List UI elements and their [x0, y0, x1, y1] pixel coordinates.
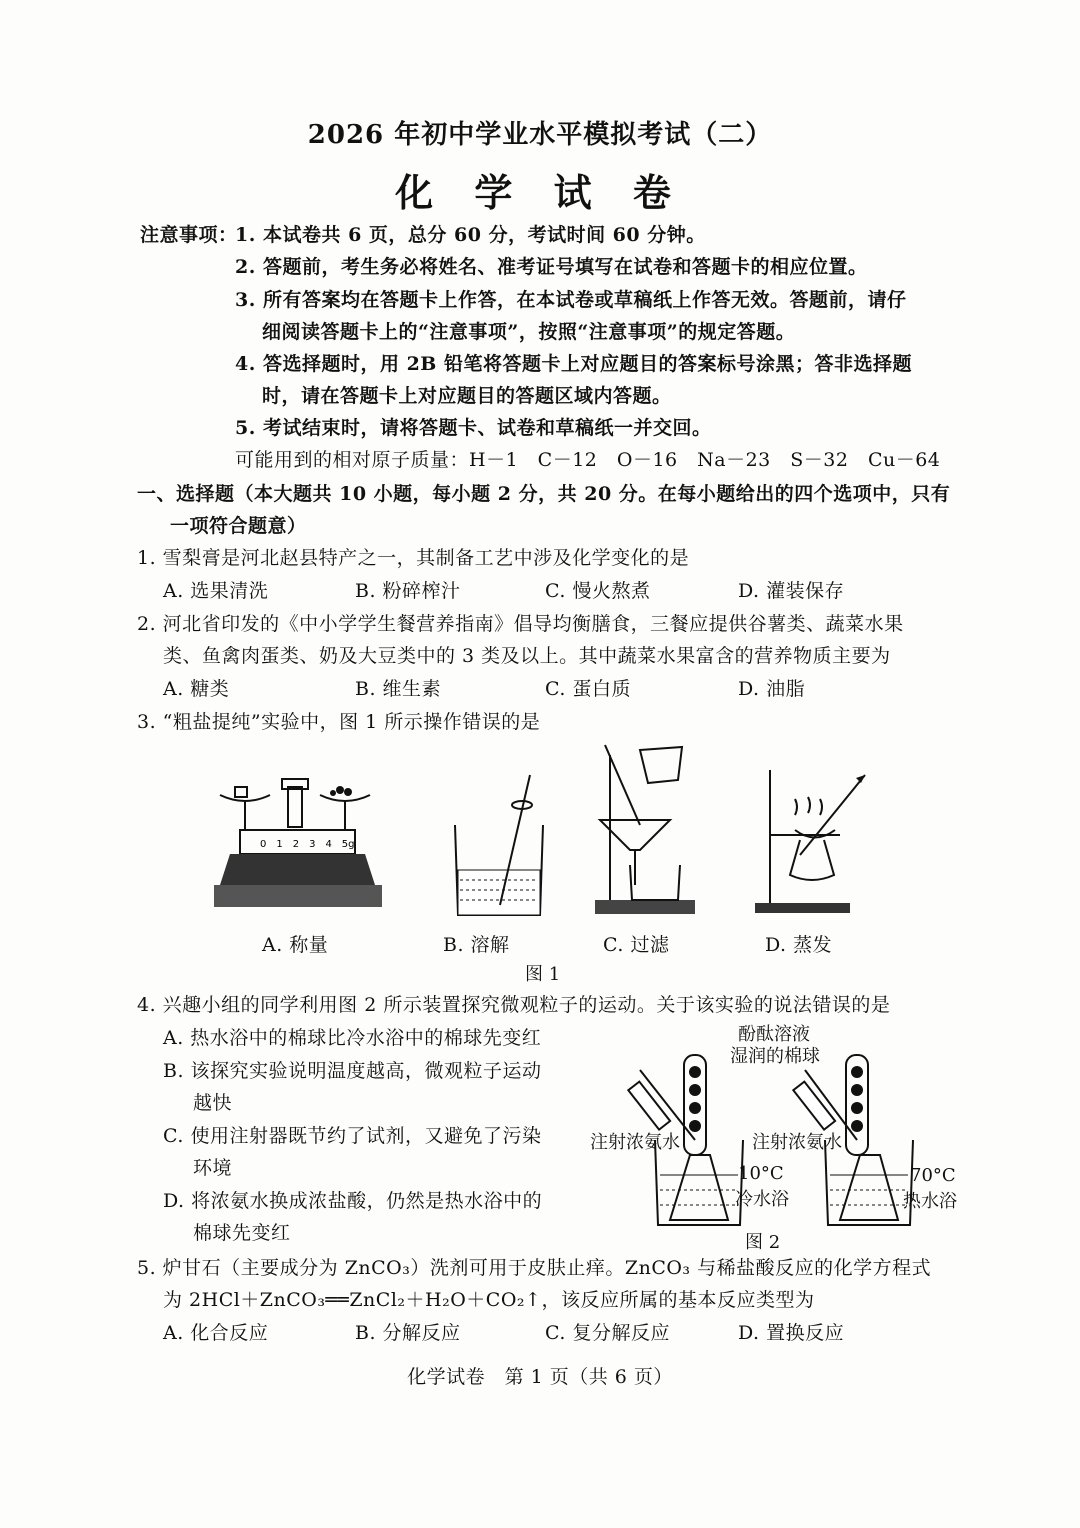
q4-option-b: B. 该探究实验说明温度越高，微观粒子运动: [163, 1060, 542, 1082]
fig2-syringe-left: 注射浓氨水: [590, 1132, 680, 1153]
q2-option-d: D. 油脂: [738, 678, 806, 700]
balance-illustration: [214, 779, 382, 907]
fig1-label-b: B. 溶解: [443, 934, 510, 956]
question-1-stem: 1. 雪梨膏是河北赵县特产之一，其制备工艺中涉及化学变化的是: [137, 547, 690, 569]
q2-option-c: C. 蛋白质: [545, 678, 631, 700]
fig1-label-a: A. 称量: [262, 934, 329, 956]
fig2-label-phenolphthalein: 酚酞溶液: [738, 1024, 810, 1045]
q4-option-b-cont: 越快: [193, 1092, 233, 1114]
q1-option-c: C. 慢火熬煮: [545, 580, 651, 602]
notice-item: 时，请在答题卡上对应题目的答题区域内答题。: [262, 385, 672, 407]
notice-item: 4. 答选择题时，用 2B 铅笔将答题卡上对应题目的答案标号涂黑；答非选择题: [235, 353, 912, 375]
q5-option-a: A. 化合反应: [163, 1322, 269, 1344]
q5-option-b: B. 分解反应: [355, 1322, 461, 1344]
fig2-cold-temp: 10°C: [738, 1163, 784, 1184]
question-5-stem-cont: 为 2HCl＋ZnCO₃══ZnCl₂＋H₂O＋CO₂↑，该反应所属的基本反应类型为: [163, 1289, 815, 1311]
atomic-masses: 可能用到的相对原子质量：H－1 C－12 O－16 Na－23 S－32 Cu－64: [235, 449, 941, 471]
fig1-label-c: C. 过滤: [603, 934, 670, 956]
fig2-cold-bath: 冷水浴: [735, 1189, 789, 1210]
q1-option-a: A. 选果清洗: [163, 580, 269, 602]
q4-option-c: C. 使用注射器既节约了试剂，又避免了污染: [163, 1125, 542, 1147]
notice-item: 1. 本试卷共 6 页，总分 60 分，考试时间 60 分钟。: [235, 224, 706, 246]
fig2-syringe-right: 注射浓氨水: [752, 1132, 842, 1153]
question-2-stem: 2. 河北省印发的《中小学学生餐营养指南》倡导均衡膳食，三餐应提供谷薯类、蔬菜水果: [137, 613, 904, 635]
notice-item: 5. 考试结束时，请将答题卡、试卷和草稿纸一并交回。: [235, 417, 712, 439]
dissolve-beaker-illustration: [455, 775, 543, 915]
fig1-label-d: D. 蒸发: [765, 934, 833, 956]
notice-item: 3. 所有答案均在答题卡上作答，在本试卷或草稿纸上作答无效。答题前，请仔: [235, 289, 907, 311]
q5-option-d: D. 置换反应: [738, 1322, 845, 1344]
section-heading: 一、选择题（本大题共 10 小题，每小题 2 分，共 20 分。在每小题给出的四个选项中，只有: [137, 483, 951, 505]
fig2-label-cotton: 湿润的棉球: [730, 1046, 820, 1067]
fig2-hot-bath: 热水浴: [903, 1191, 957, 1212]
evaporation-illustration: [755, 770, 865, 913]
balance-scale-text: 0 1 2 3 4 5g: [260, 839, 355, 850]
q2-option-b: B. 维生素: [355, 678, 442, 700]
notice-label: 注意事项：: [140, 224, 238, 246]
filtration-illustration: [595, 745, 695, 914]
question-5-stem: 5. 炉甘石（主要成分为 ZnCO₃）洗剂可用于皮肤止痒。ZnCO₃ 与稀盐酸反应的化学方程式: [137, 1257, 932, 1279]
figure-2-caption: 图 2: [745, 1232, 781, 1253]
q1-option-b: B. 粉碎榨汁: [355, 580, 461, 602]
figure-1-caption: 图 1: [525, 964, 561, 985]
q4-option-c-cont: 环境: [193, 1157, 233, 1179]
q4-option-d-cont: 棉球先变红: [193, 1222, 291, 1244]
q1-option-d: D. 灌装保存: [738, 580, 845, 602]
section-heading-cont: 一项符合题意）: [170, 515, 307, 537]
exam-title: 2026 年初中学业水平模拟考试（二）: [307, 120, 773, 150]
q4-option-d: D. 将浓氨水换成浓盐酸，仍然是热水浴中的: [163, 1190, 543, 1212]
notice-item: 2. 答题前，考生务必将姓名、准考证号填写在试卷和答题卡的相应位置。: [235, 256, 868, 278]
figure-1-illustration: [200, 735, 880, 945]
q4-option-a: A. 热水浴中的棉球比冷水浴中的棉球先变红: [163, 1027, 542, 1049]
q2-option-a: A. 糖类: [163, 678, 230, 700]
q5-option-c: C. 复分解反应: [545, 1322, 670, 1344]
question-3-stem: 3. “粗盐提纯”实验中，图 1 所示操作错误的是: [137, 711, 541, 733]
exam-subtitle: 化 学 试 卷: [395, 170, 685, 215]
fig2-hot-temp: 70°C: [910, 1165, 956, 1186]
question-2-stem-cont: 类、鱼禽肉蛋类、奶及大豆类中的 3 类及以上。其中蔬菜水果富含的营养物质主要为: [163, 645, 891, 667]
notice-item: 细阅读答题卡上的“注意事项”，按照“注意事项”的规定答题。: [262, 321, 796, 343]
page-footer: 化学试卷 第 1 页（共 6 页）: [407, 1366, 673, 1388]
question-4-stem: 4. 兴趣小组的同学利用图 2 所示装置探究微观粒子的运动。关于该实验的说法错误的是: [137, 994, 891, 1016]
